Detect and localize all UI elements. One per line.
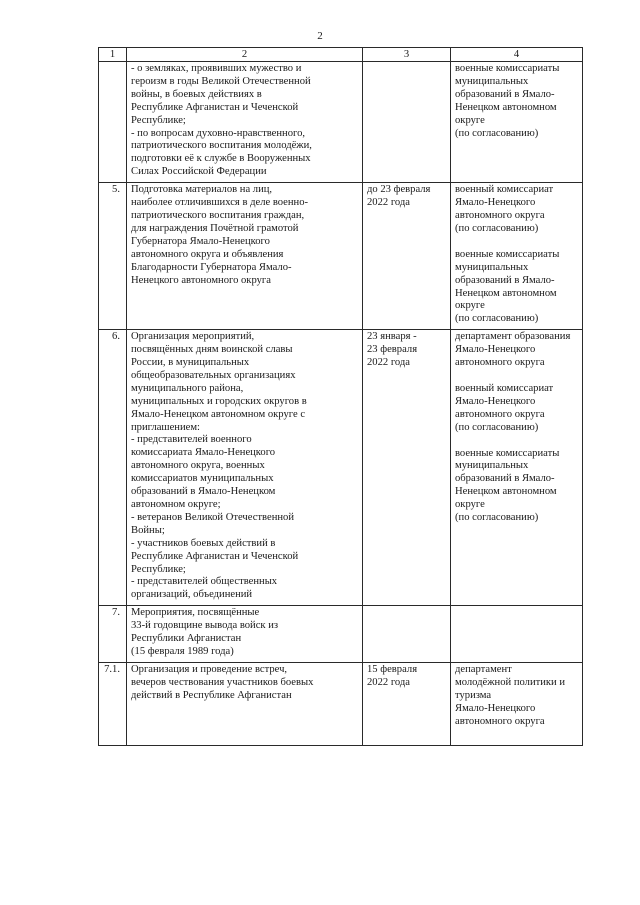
responsible-line: (по согласованию) bbox=[455, 127, 539, 139]
responsible-cell bbox=[451, 662, 583, 745]
responsible-line: военные комиссариаты bbox=[455, 63, 560, 74]
responsible-line: муниципальных bbox=[455, 75, 529, 87]
header-col-2: 2 bbox=[127, 48, 363, 62]
event-description-line: автономного округа, военных bbox=[131, 460, 265, 472]
responsible-line: туризма bbox=[455, 689, 492, 701]
event-description-line: Республике; bbox=[131, 563, 186, 575]
table-row bbox=[99, 606, 583, 663]
event-description-line: муниципальных и городских округов в bbox=[131, 395, 307, 407]
responsible-line: (по согласованию) bbox=[455, 512, 539, 524]
responsible-line: (по согласованию) bbox=[455, 421, 539, 433]
event-description-line: Республике Афганистан и Чеченской bbox=[131, 101, 299, 113]
responsible-line: Ямало-Ненецкого bbox=[455, 702, 536, 714]
event-description-line: Республике Афганистан и Чеченской bbox=[131, 550, 299, 562]
group-spacer bbox=[455, 435, 578, 448]
responsible-line: военный комиссариат bbox=[455, 382, 554, 394]
table-row bbox=[99, 183, 583, 330]
responsible-line: молодёжной политики и bbox=[455, 676, 566, 688]
event-description-line: - участников боевых действий в bbox=[131, 537, 276, 549]
responsible-cell bbox=[451, 183, 583, 330]
responsible-line: Ямало-Ненецкого bbox=[455, 395, 536, 407]
deadline-line: до 23 февраля bbox=[367, 184, 431, 196]
event-description-line: приглашением: bbox=[131, 421, 200, 433]
row-number-cell bbox=[99, 62, 127, 183]
event-description-line: патриотического воспитания молодёжи, bbox=[131, 140, 312, 152]
event-description-line: Благодарности Губернатора Ямало- bbox=[131, 261, 292, 273]
table-header-row bbox=[99, 48, 583, 62]
header-col-4: 4 bbox=[451, 48, 583, 62]
event-description-line: общеобразовательных организациях bbox=[131, 369, 296, 381]
responsible-line: образований в Ямало- bbox=[455, 88, 555, 100]
responsible-line: Ямало-Ненецкого bbox=[455, 344, 536, 356]
deadline-line: 23 января - bbox=[367, 331, 417, 343]
event-description-line: Войны; bbox=[131, 524, 165, 536]
event-description-cell bbox=[127, 662, 363, 745]
deadline-cell bbox=[363, 62, 451, 183]
event-description-line: героизм в годы Великой Отечественной bbox=[131, 75, 311, 87]
event-description-line: войны, в боевых действиях в bbox=[131, 88, 262, 100]
header-col-3: 3 bbox=[363, 48, 451, 62]
responsible-line: округе bbox=[455, 499, 485, 511]
responsible-line: Ненецком автономном bbox=[455, 287, 557, 299]
event-description-line: наиболее отличившихся в деле военно- bbox=[131, 197, 309, 209]
event-description-line: подготовки её к службе в Вооруженных bbox=[131, 153, 311, 165]
row-number-cell: 6. bbox=[99, 330, 127, 606]
responsible-line: (по согласованию) bbox=[455, 222, 539, 234]
event-description-cell bbox=[127, 606, 363, 663]
table-row bbox=[99, 662, 583, 745]
event-description-line: 33-й годовщине вывода войск из bbox=[131, 620, 279, 632]
responsible-line: муниципальных bbox=[455, 460, 529, 472]
event-description-line: Ненецкого автономного округа bbox=[131, 274, 271, 286]
event-description-line: комиссариатов муниципальных bbox=[131, 473, 274, 485]
event-description-line: (15 февраля 1989 года) bbox=[131, 645, 234, 657]
event-description-line: для награждения Почётной грамотой bbox=[131, 222, 299, 234]
event-description-line: образований в Ямало-Ненецком bbox=[131, 486, 276, 498]
event-description-line: Подготовка материалов на лиц, bbox=[131, 184, 273, 196]
deadline-line: 15 февраля bbox=[367, 663, 418, 675]
responsible-line: автономного округа bbox=[455, 209, 545, 221]
deadline-cell bbox=[363, 662, 451, 745]
responsible-line: департамент bbox=[455, 663, 512, 675]
event-description-line: Организация мероприятий, bbox=[131, 331, 255, 343]
deadline-line: 23 февраля bbox=[367, 344, 418, 356]
responsible-line: округе bbox=[455, 114, 485, 126]
event-description-line: - представителей военного bbox=[131, 434, 252, 446]
header-col-1: 1 bbox=[99, 48, 127, 62]
event-description-line: комиссариата Ямало-Ненецкого bbox=[131, 447, 276, 459]
event-description-line: Организация и проведение встреч, bbox=[131, 663, 288, 675]
responsible-line: образований в Ямало- bbox=[455, 274, 555, 286]
row-number-cell: 5. bbox=[99, 183, 127, 330]
deadline-line: 2022 года bbox=[367, 197, 411, 209]
event-description-line: автономного округа и объявления bbox=[131, 248, 284, 260]
responsible-line: департамент образования bbox=[455, 331, 571, 343]
event-description-line: Республики Афганистан bbox=[131, 633, 242, 645]
responsible-line: автономного округа bbox=[455, 408, 545, 420]
event-description-line: - ветеранов Великой Отечественной bbox=[131, 511, 295, 523]
row-number-cell: 7. bbox=[99, 606, 127, 663]
event-description-line: муниципального района, bbox=[131, 382, 244, 394]
event-description-line: - о земляках, проявивших мужество и bbox=[131, 63, 302, 74]
event-description-line: России, в муниципальных bbox=[131, 357, 250, 369]
event-description-line: Ямало-Ненецком автономном округе с bbox=[131, 408, 306, 420]
event-description-line: Республике; bbox=[131, 114, 186, 126]
group-spacer bbox=[455, 236, 578, 249]
events-table bbox=[98, 47, 583, 746]
responsible-line: (по согласованию) bbox=[455, 313, 539, 325]
event-description-line: автономном округе; bbox=[131, 499, 221, 510]
deadline-cell bbox=[363, 183, 451, 330]
responsible-line: образований в Ямало- bbox=[455, 473, 555, 485]
responsible-cell bbox=[451, 606, 583, 663]
responsible-line: Ненецком автономном bbox=[455, 486, 557, 498]
event-description-line: действий в Республике Афганистан bbox=[131, 689, 292, 701]
responsible-line: Ненецком автономном bbox=[455, 101, 557, 113]
responsible-line: автономного округа bbox=[455, 715, 545, 727]
event-description-line: патриотического воспитания граждан, bbox=[131, 209, 305, 221]
responsible-line: военные комиссариаты bbox=[455, 248, 560, 260]
event-description-line: Губернатора Ямало-Ненецкого bbox=[131, 235, 270, 247]
event-description-line: Силах Российской Федерации bbox=[131, 166, 267, 178]
responsible-line: автономного округа bbox=[455, 357, 545, 369]
responsible-line: Ямало-Ненецкого bbox=[455, 197, 536, 209]
event-description-line: Мероприятия, посвящённые bbox=[131, 607, 260, 619]
table-row bbox=[99, 330, 583, 606]
responsible-line: военный комиссариат bbox=[455, 184, 554, 196]
event-description-line: организаций, объединений bbox=[131, 589, 253, 601]
row-number-cell: 7.1. bbox=[99, 662, 127, 745]
responsible-cell bbox=[451, 330, 583, 606]
event-description-line: посвящённых дням воинской славы bbox=[131, 344, 293, 356]
group-spacer bbox=[455, 370, 578, 383]
deadline-cell bbox=[363, 606, 451, 663]
event-description-cell bbox=[127, 330, 363, 606]
events-table-body bbox=[99, 48, 583, 746]
event-description-line: вечеров чествования участников боевых bbox=[131, 676, 314, 688]
responsible-line: округе bbox=[455, 300, 485, 312]
event-description-cell bbox=[127, 62, 363, 183]
responsible-line: муниципальных bbox=[455, 261, 529, 273]
deadline-line: 2022 года bbox=[367, 357, 411, 369]
event-description-line: - по вопросам духовно-нравственного, bbox=[131, 127, 306, 139]
responsible-line: военные комиссариаты bbox=[455, 447, 560, 459]
deadline-line: 2022 года bbox=[367, 676, 411, 688]
page-number: 2 bbox=[317, 30, 323, 42]
deadline-cell bbox=[363, 330, 451, 606]
event-description-line: - представителей общественных bbox=[131, 576, 278, 588]
event-description-cell bbox=[127, 183, 363, 330]
table-row bbox=[99, 62, 583, 183]
responsible-cell bbox=[451, 62, 583, 183]
